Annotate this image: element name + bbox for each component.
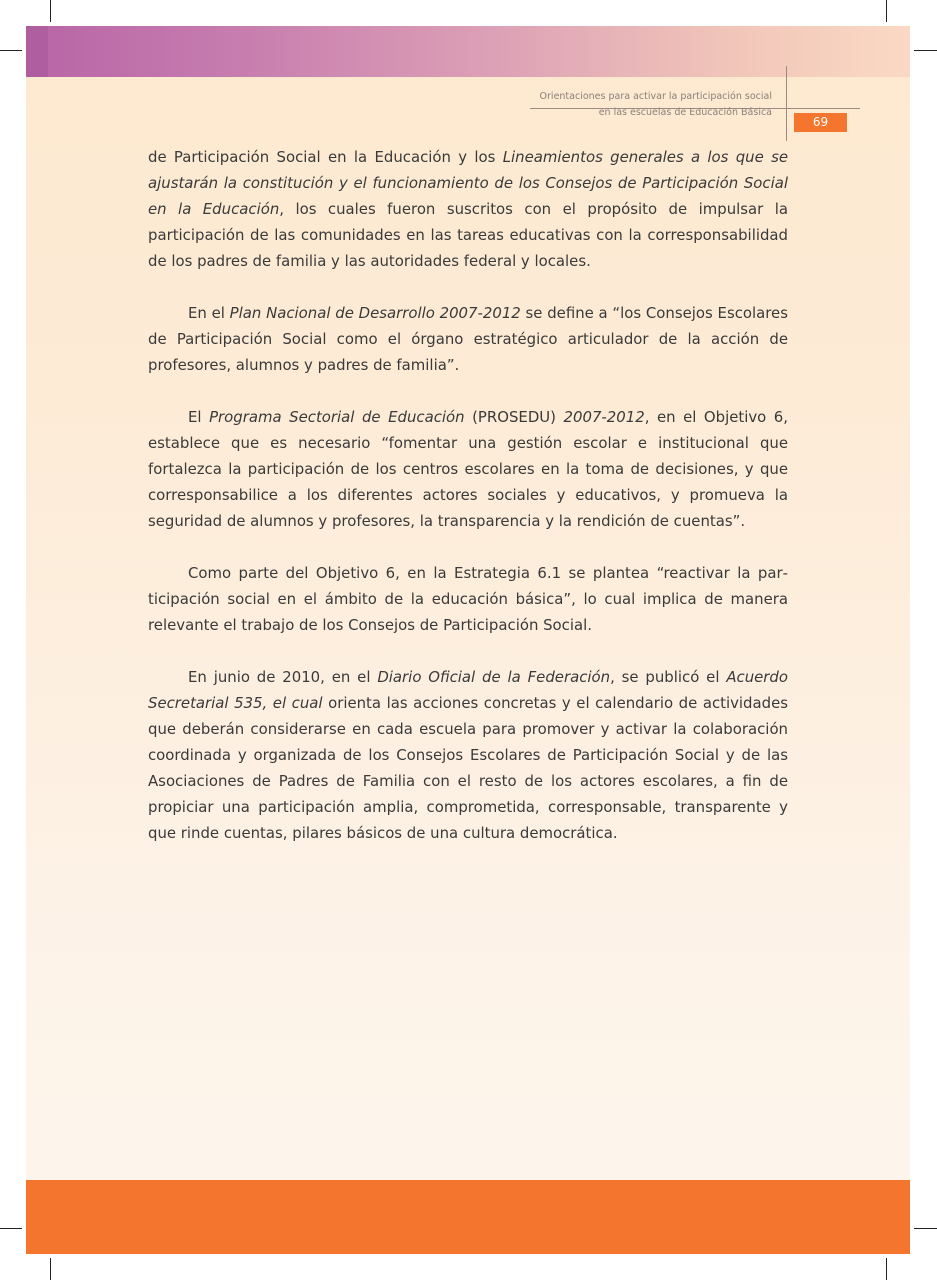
text-run: orienta las acciones concretas y el calendario de actividades que deberán considerarse en cada escuela para promover y activar la colaboración coordinada y organizada de los Consejos Escolares de Participación Social y de las Asociaciones de Padres de Familia con el resto de los actores escolares, a fin de propiciar una participación amplia, comprometida, corresponsable, transparente y que rinde cuentas, pilares básicos de una cultura democrática. — [148, 694, 789, 842]
page — [26, 26, 910, 1254]
text-run: , se publicó el — [610, 668, 727, 686]
crop-mark — [886, 1258, 887, 1280]
text-run: , en el Objetivo 6, establece que es necesario “fomentar una gestión escolar e institucional que fortalezca la participación de los centros escolares en la toma de decisiones, y que corresponsabilice a los diferentes actores sociales y educativos, y promueva la seguridad de alumnos y profesores, la transparencia y la rendición de cuentas”. — [148, 408, 789, 530]
text-run-italic: Diario Oficial de la Federación — [377, 668, 611, 686]
crop-mark — [886, 0, 887, 22]
text-run-italic: Acuerdo Secretarial 535, el cual — [148, 668, 788, 712]
crop-mark — [50, 1258, 51, 1280]
paragraph-4 — [148, 560, 788, 638]
running-head — [456, 89, 772, 121]
text-run: de Participación Social en la Educación y los — [148, 148, 503, 166]
text-run: se define a “los Consejos Escolares de Participación Social como el órgano estratégico articulador de la acción de profesores, alumnos y padres de familia”. — [148, 304, 788, 374]
text-run-italic: Plan Nacional de Desarrollo 2007-2012 — [229, 304, 521, 322]
footer-color-band — [26, 1180, 910, 1254]
text-run-italic: 2007-2012 — [563, 408, 645, 426]
crop-mark — [0, 50, 22, 51]
paragraph-2 — [148, 300, 788, 378]
header-color-band — [26, 26, 910, 77]
text-run: (PROSEDU) — [464, 408, 564, 426]
text-run: , los cuales fueron suscritos con el propósito de impulsar la participación de las comunidades en las tareas educativas con la corresponsabilidad de los padres de familia y las autoridades federal y locales. — [148, 200, 789, 270]
header-band-edge — [26, 26, 48, 77]
header-vertical-rule — [786, 66, 787, 141]
paragraph-1 — [148, 144, 788, 274]
running-head-line-1: Orientaciones para activar la participación social — [539, 91, 772, 102]
crop-mark — [914, 1228, 937, 1229]
paragraph-3 — [148, 404, 788, 534]
text-run-italic: Lineamientos generales a los que se ajustarán la constitución y el funcionamiento de los Consejos de Participación Social en la Educación — [148, 148, 788, 218]
text-run: En el — [188, 304, 230, 322]
text-run: Como parte del Objetivo 6, en la Estrategia 6.1 se plantea “reactivar la participación social en el ámbito de la educación básica”, lo cual implica de manera relevante el trabajo de los Consejos de Participación Social. — [148, 564, 788, 634]
crop-mark — [0, 1228, 22, 1229]
text-run: En junio de 2010, en el — [188, 668, 378, 686]
text-run: El — [188, 408, 210, 426]
crop-mark — [914, 50, 937, 51]
crop-mark — [50, 0, 51, 22]
running-head-line-2: en las escuelas de Educación Básica — [598, 107, 772, 118]
paragraph-5 — [148, 664, 788, 846]
text-run-italic: Programa Sectorial de Educación — [209, 408, 465, 426]
page-number: 69 — [794, 113, 847, 132]
body-text — [148, 144, 788, 872]
